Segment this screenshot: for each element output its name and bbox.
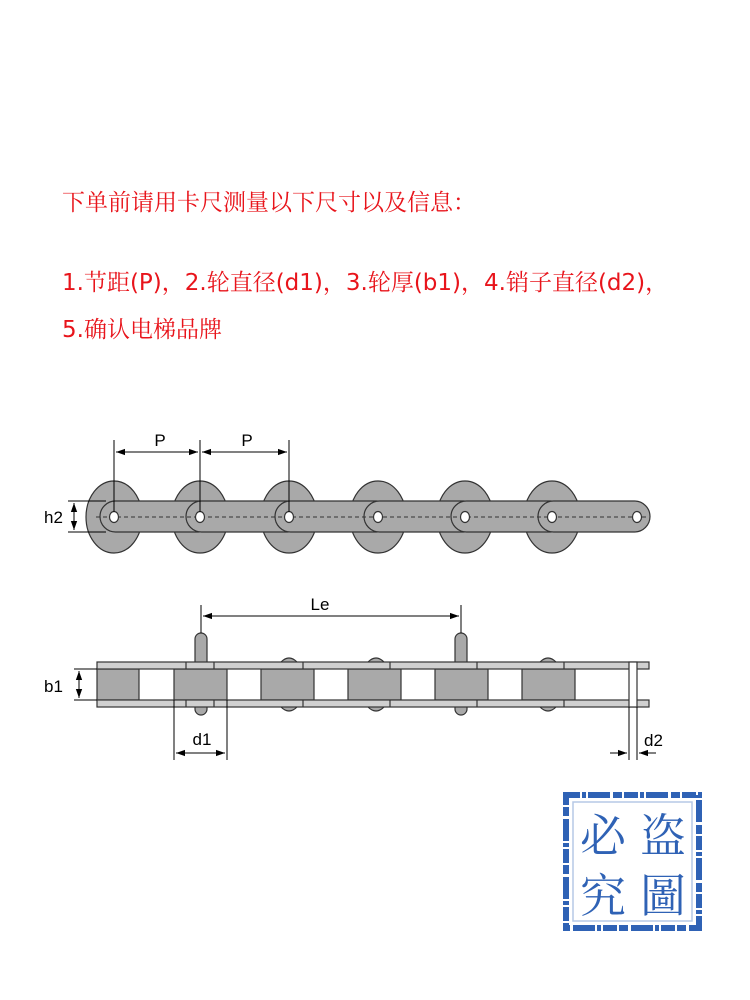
pin-length-label: Le <box>310 595 330 614</box>
seal-char-2: 必 <box>580 809 626 863</box>
roller-thickness-label: b1 <box>44 677 63 696</box>
height-label: h2 <box>44 508 63 527</box>
pin-hole-6 <box>548 512 557 523</box>
pin-hole-5 <box>461 512 470 523</box>
pin-hole-4 <box>374 512 383 523</box>
roller-thickness-dimension <box>74 669 97 700</box>
end-pin <box>629 662 637 707</box>
pin-length-dimension <box>201 605 461 633</box>
seal-char-3: 圖 <box>640 869 686 923</box>
roller-top-3 <box>261 669 314 700</box>
plate-strip-bottom <box>97 700 649 707</box>
seal-char-4: 究 <box>580 869 626 923</box>
roller-top-6 <box>522 669 575 700</box>
pitch-label-1: P <box>154 431 166 450</box>
pin-hole-7 <box>633 512 642 523</box>
chain-side-view <box>86 481 650 553</box>
roller-top-2 <box>174 669 227 700</box>
pin-diameter-label: d2 <box>644 731 663 750</box>
pitch-label-2: P <box>241 431 253 450</box>
instruction-line-1: 1.节距(P)，2.轮直径(d1)，3.轮厚(b1)，4.销子直径(d2)， <box>62 270 669 296</box>
pin-hole-3 <box>285 512 294 523</box>
instruction-line-2: 5.确认电梯品牌 <box>62 317 222 343</box>
chain-top-view <box>97 633 649 715</box>
pin-hole-2 <box>196 512 205 523</box>
roller-top-4 <box>348 669 401 700</box>
pin-hole-1 <box>110 512 119 523</box>
roller-top-5 <box>435 669 488 700</box>
roller-top-1 <box>97 669 139 700</box>
roller-diameter-label: d1 <box>192 730 212 749</box>
instruction-heading: 下单前请用卡尺测量以下尺寸以及信息： <box>62 190 476 216</box>
seal-char-1: 盗 <box>640 809 686 863</box>
plate-strip-top <box>97 662 649 669</box>
square-seal-stamp-icon <box>563 792 702 931</box>
